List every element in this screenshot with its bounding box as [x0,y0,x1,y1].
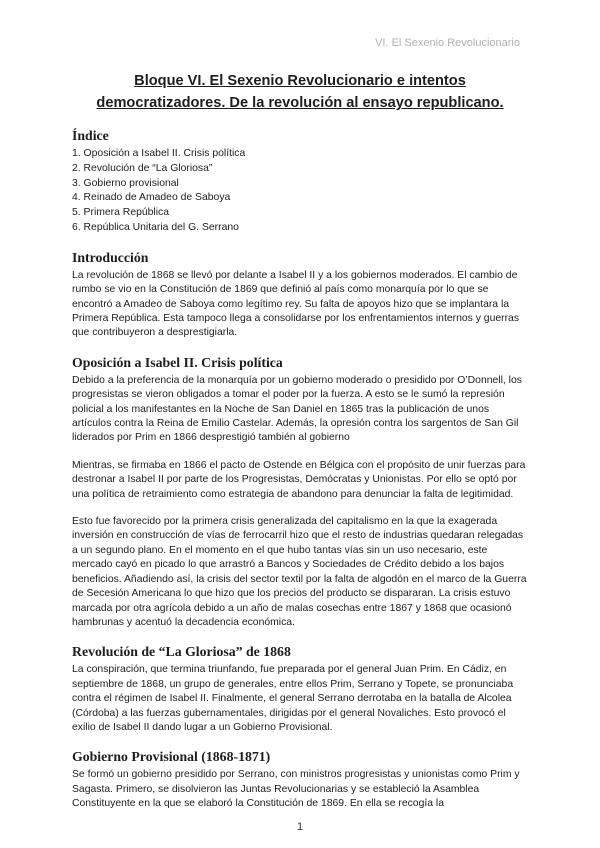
paragraph: Esto fue favorecido por la primera crisis generalizada del capitalismo en la que la exagerada inversión en construcción de vías de ferrocarril hizo que el resto de industrias quedaran relegadas a un segundo plano. En el momento en el que hubo tantas vías sin un uso necesario, este mercado cayó en picado lo que arrastró a Bancos y Sociedades de Crédito debido a los bajos beneficios. Añadiendo así, la crisis del sector textil por la falta de algodón en el marco de la Guerra de Secesión Americana lo que hizo que los precios del producto se dispararan. La crisis estuvo marcada por otra agrícola debido a un año de malas cosechas entre 1867 y 1868 que ocasionó hambrunas y acentuó la decadencia económica. [72,516,527,628]
paragraph: Se formó un gobierno presidido por Serrano, con ministros progresistas y unionistas como Prim y Sagasta. Primero, se disolvieron las Juntas Revolucionarias y se estableció la Asamblea Constituyente en la que se elaboró la Constitución de 1869. En ella se recogía la [72,769,520,810]
section-oposicion [72,354,528,631]
document-body [72,127,528,812]
toc-item: 6. República Unitaria del G. Serrano [72,221,239,233]
section-introduccion [72,249,528,341]
toc-item: 4. Reinado de Amadeo de Saboya [72,192,231,204]
paragraph: La revolución de 1868 se llevó por delante a Isabel II y a los gobiernos moderados. El cambio de rumbo se vio en la Constitución de 1869 que definió al país como monarquía por lo que se encontró a Amadeo de Saboya como legítimo rey. Su falta de apoyos hizo que se implantara la Primera República. Esta tampoco llega a consolidarse por los enfrentamientos internos y guerras que contribuyeron a desprestigiarla. [72,269,520,339]
section-gloriosa [72,643,528,735]
document-title [72,70,528,114]
section-heading: Gobierno Provisional (1868-1871) [72,749,271,765]
section-heading: Revolución de “La Gloriosa” de 1868 [72,644,291,660]
section-heading: Introducción [72,249,149,265]
toc-item: 5. Primera República [72,207,170,219]
running-header: VI. El Sexenio Revolucionario [375,37,520,49]
paragraph: Debido a la preferencia de la monarquía por un gobierno moderado o presidido por O’Donnell, los progresistas se vieron obligados a tomar el poder por la fuerza. A esto se le sumó la represión policial a los manifestantes en la Noche de San Daniel en 1865 tras la publicación de unos artículos contra la Reina de Emilio Castelar. Además, la opresión contra los sargentos de San Gil liderados por Prim en 1866 desprestigió también al gobierno [72,374,522,444]
toc-item: 2. Revolución de “La Gloriosa” [72,162,213,174]
page-number: 1 [296,821,304,833]
table-of-contents [72,147,528,236]
paragraph: La conspiración, que termina triunfando, fue preparada por el general Juan Prim. En Cádiz, en septiembre de 1868, un grupo de generales, entre ellos Prim, Serrano y Topete, se pronunciaba contra el régimen de Isabel II. Finalmente, el general Serrano derrotaba en la batalla de Alcolea (Córdoba) a las fuerzas gubernamentales, dirigidas por el general Novaliches. Esto provocó el exilio de Isabel II dando lugar a un Gobierno Provisional. [72,664,514,733]
toc-heading: Índice [72,128,109,143]
toc-item: 3. Gobierno provisional [72,177,179,189]
toc-item: 1. Oposición a Isabel II. Crisis política [72,148,246,159]
title-line-2: democratizadores. De la revolución al ensayo republicano. [96,95,504,111]
paragraph: Mientras, se firmaba en 1866 el pacto de Ostende en Bélgica con el propósito de unir fuerzas para destronar a Isabel II por parte de los Progresistas, Demócratas y Unionistas. Por ello se optó por una política de retraimiento como estrategia de abandono para denunciar la falta de legitimidad. [72,459,526,500]
title-line-1: Bloque VI. El Sexenio Revolucionario e intentos [134,73,466,89]
section-heading: Oposición a Isabel II. Crisis política [72,354,283,370]
section-gobierno-provisional [72,748,528,811]
